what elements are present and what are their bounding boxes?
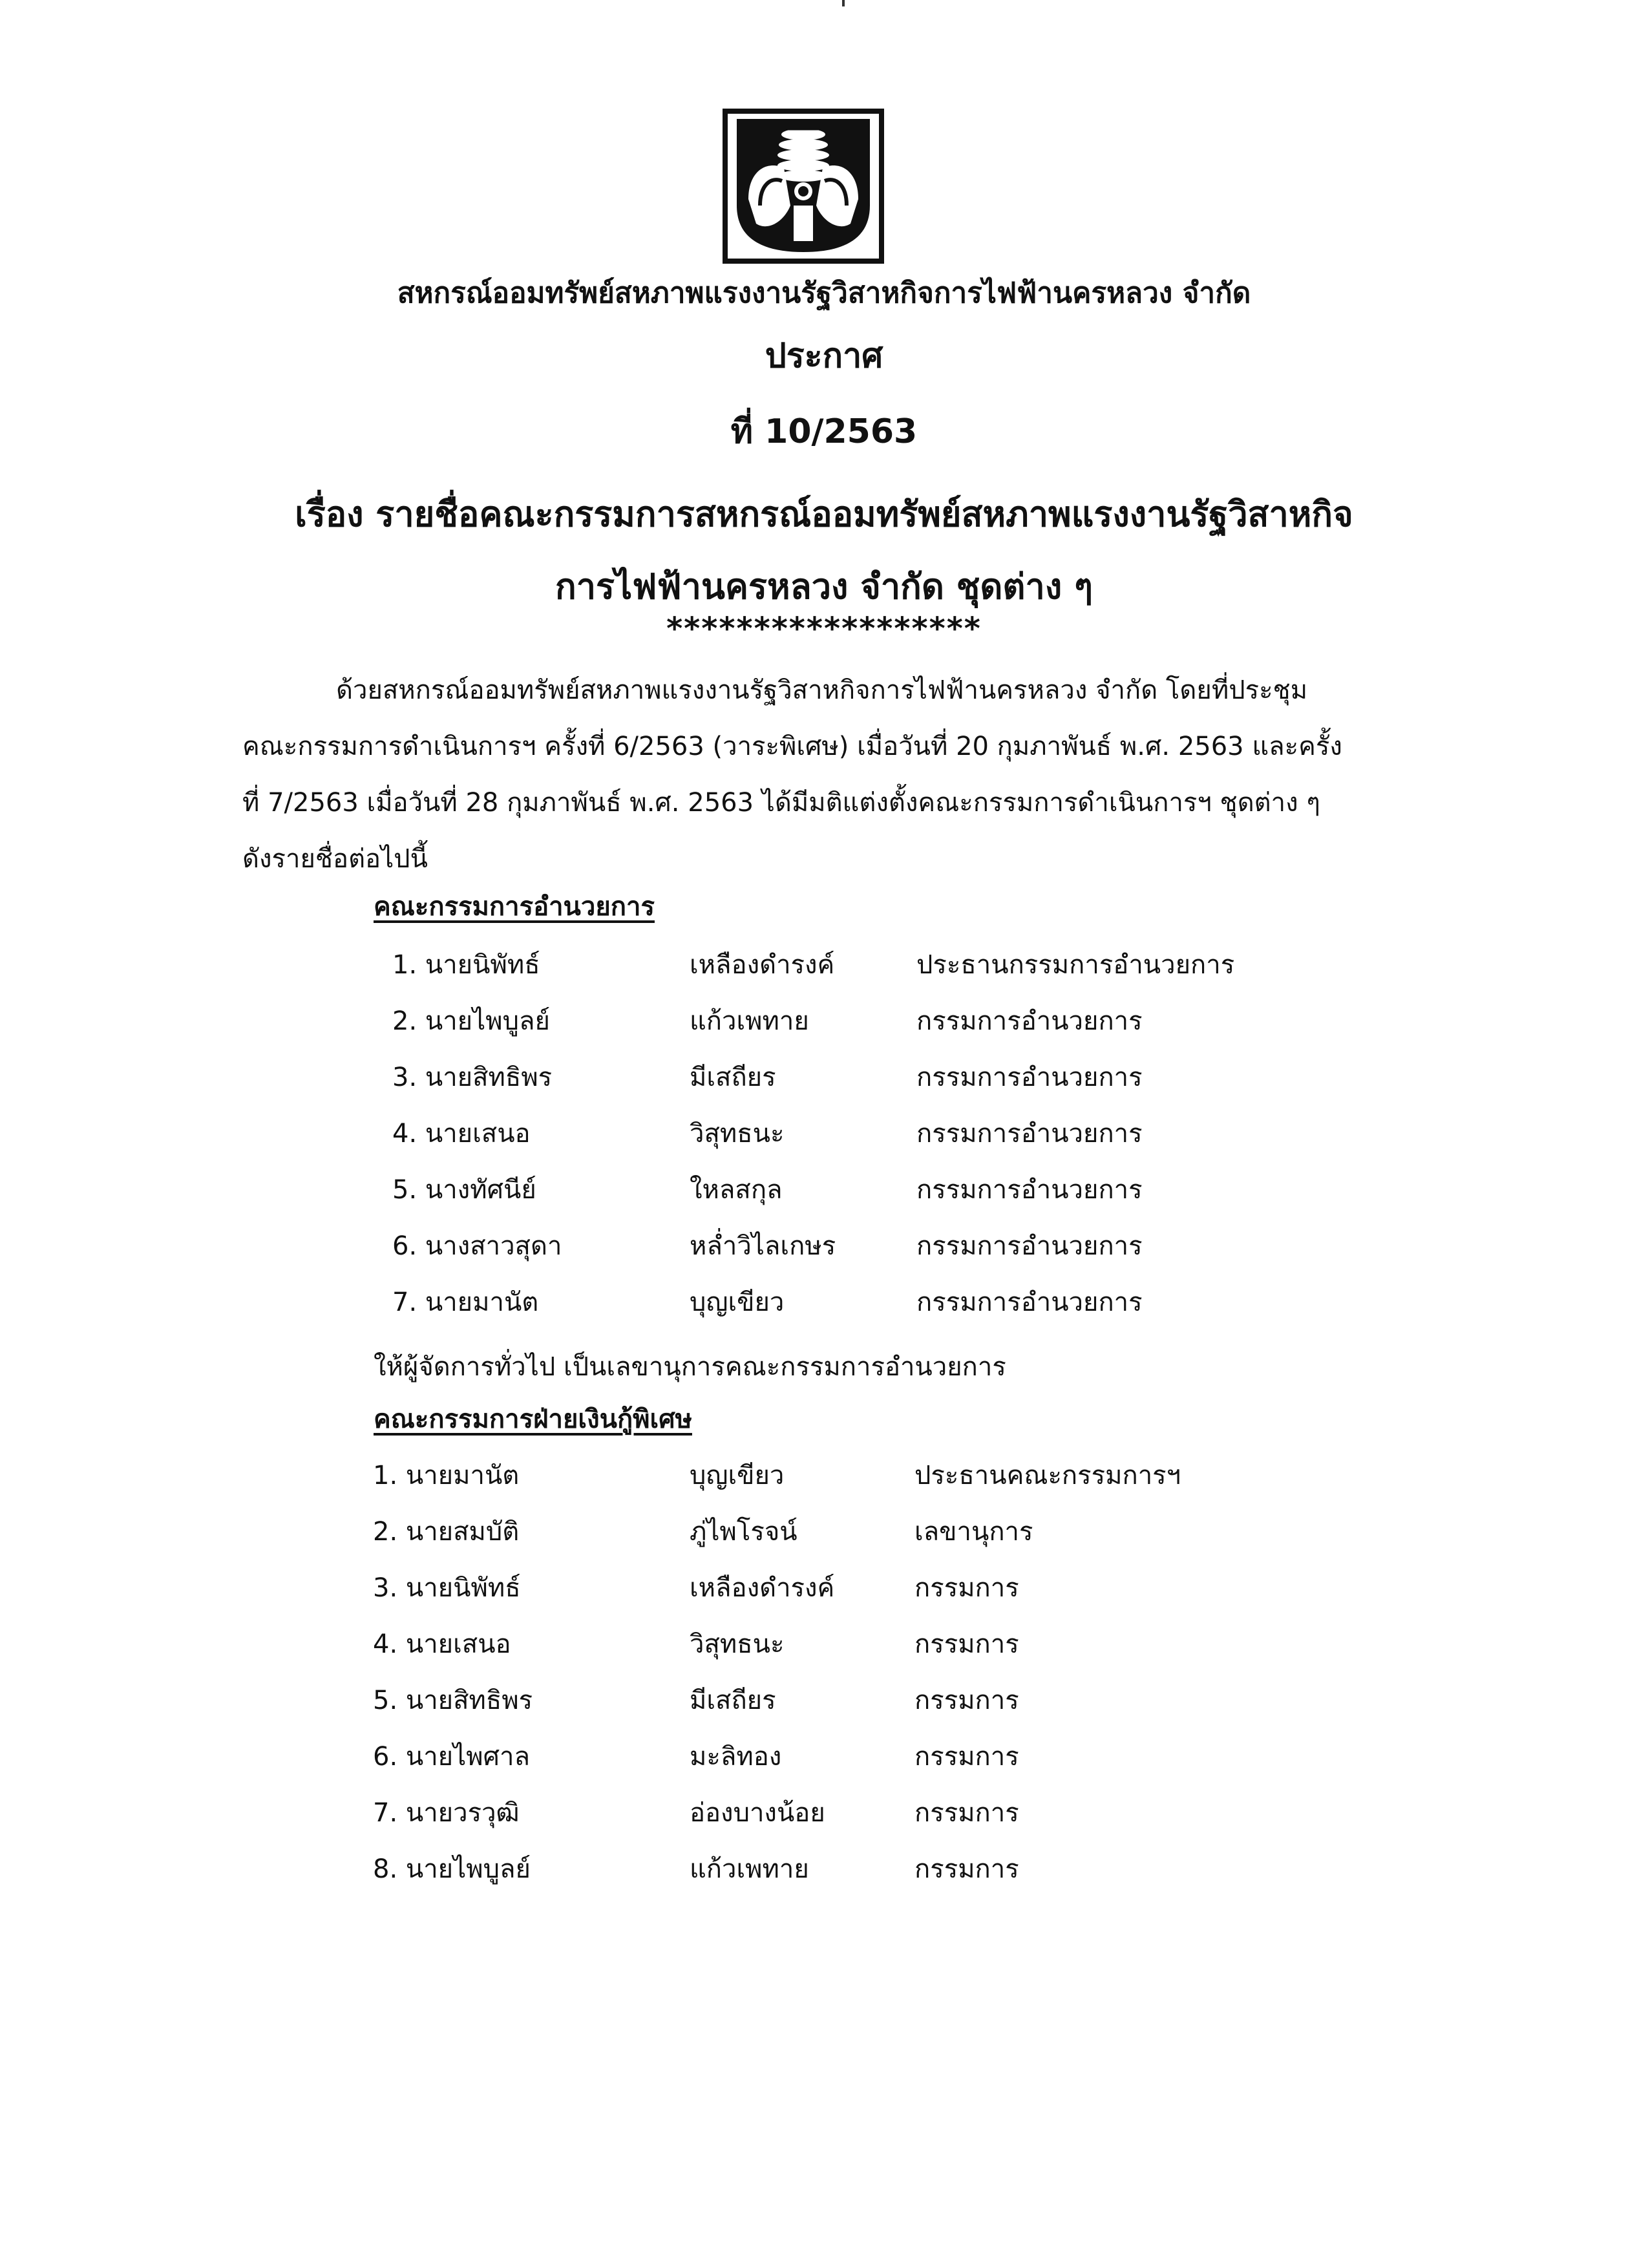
member-role: กรรมการอำนวยการ	[916, 1231, 1143, 1261]
member-surname: ภู่ไพโรจน์	[690, 1517, 798, 1547]
announcement-number: ที่ 10/2563	[730, 412, 918, 451]
member-surname: แก้วเพทาย	[690, 1006, 809, 1036]
subject-heading	[0, 478, 1648, 623]
member-surname: เหลืองดำรงค์	[690, 950, 835, 980]
member-name: 3. นายนิพัทธ์	[373, 1573, 521, 1603]
organization-name: สหกรณ์ออมทรัพย์สหภาพแรงงานรัฐวิสาหกิจการไฟฟ้านครหลวง จำกัด	[397, 277, 1251, 310]
member-surname: เหลืองดำรงค์	[690, 1573, 835, 1603]
scan-mark	[842, 0, 845, 6]
subject-line-1: เรื่อง รายชื่อคณะกรรมการสหกรณ์ออมทรัพย์สหภาพแรงงานรัฐวิสาหกิจ	[295, 494, 1353, 535]
intro-line-3: ที่ 7/2563 เมื่อวันที่ 28 กุมภาพันธ์ พ.ศ. 2563 ได้มีมติแต่งตั้งคณะกรรมการดำเนินการฯ ชุดต่าง ๆ	[242, 788, 1320, 818]
member-surname: แก้วเพทาย	[690, 1854, 809, 1884]
member-role: กรรมการ	[914, 1686, 1019, 1715]
member-surname: หล่ำวิไลเกษร	[690, 1231, 836, 1261]
member-name: 5. นางทัศนีย์	[392, 1175, 536, 1205]
member-role: ประธานกรรมการอำนวยการ	[916, 950, 1235, 980]
member-role: กรรมการ	[914, 1798, 1019, 1828]
member-name: 3. นายสิทธิพร	[392, 1063, 553, 1092]
member-name: 5. นายสิทธิพร	[373, 1686, 533, 1715]
member-role: ประธานคณะกรรมการฯ	[914, 1461, 1181, 1490]
member-surname: ใหลสกุล	[690, 1175, 783, 1205]
member-role: กรรมการ	[914, 1742, 1019, 1772]
announcement-heading: ประกาศ	[765, 337, 883, 376]
member-surname: มีเสถียร	[690, 1686, 776, 1715]
member-name: 8. นายไพบูลย์	[373, 1854, 531, 1884]
member-surname: บุญเขียว	[690, 1288, 785, 1317]
member-name: 1. นายมานัต	[373, 1461, 520, 1490]
member-name: 6. นายไพศาล	[373, 1742, 530, 1772]
member-role: กรรมการอำนวยการ	[916, 1175, 1143, 1205]
subject-line-2: การไฟฟ้านครหลวง จำกัด ชุดต่าง ๆ	[555, 566, 1093, 607]
member-role: กรรมการ	[914, 1573, 1019, 1603]
member-surname: วิสุทธนะ	[690, 1629, 785, 1659]
member-role: เลขานุการ	[914, 1517, 1033, 1547]
intro-paragraph	[242, 662, 1360, 887]
member-name: 2. นายสมบัติ	[373, 1517, 520, 1547]
intro-line-4: ดังรายชื่อต่อไปนี้	[242, 844, 428, 874]
separator: ******************	[666, 611, 982, 647]
member-surname: มีเสถียร	[690, 1063, 776, 1092]
member-name: 7. นายมานัต	[392, 1288, 539, 1317]
intro-line-2: คณะกรรมการดำเนินการฯ ครั้งที่ 6/2563 (วาระพิเศษ) เมื่อวันที่ 20 กุมภาพันธ์ พ.ศ. 2563 และครั้ง	[242, 732, 1342, 761]
member-surname: อ่องบางน้อย	[690, 1798, 825, 1828]
intro-line-1: ด้วยสหกรณ์ออมทรัพย์สหภาพแรงงานรัฐวิสาหกิจการไฟฟ้านครหลวง จำกัด โดยที่ประชุม	[336, 675, 1308, 705]
member-surname: วิสุทธนะ	[690, 1119, 785, 1149]
member-name: 4. นายเสนอ	[373, 1629, 511, 1659]
cooperative-logo	[723, 109, 884, 264]
member-role: กรรมการ	[914, 1854, 1019, 1884]
section-title-management: คณะกรรมการอำนวยการ	[374, 892, 655, 922]
member-name: 7. นายวรวุฒิ	[373, 1798, 520, 1828]
member-role: กรรมการอำนวยการ	[916, 1119, 1143, 1149]
member-name: 4. นายเสนอ	[392, 1119, 531, 1149]
member-role: กรรมการ	[914, 1629, 1019, 1659]
member-role: กรรมการอำนวยการ	[916, 1006, 1143, 1036]
member-surname: มะลิทอง	[690, 1742, 782, 1772]
section-title-special-loan: คณะกรรมการฝ่ายเงินกู้พิเศษ	[374, 1404, 692, 1434]
member-role: กรรมการอำนวยการ	[916, 1288, 1143, 1317]
member-name: 1. นายนิพัทธ์	[392, 950, 540, 980]
member-role: กรรมการอำนวยการ	[916, 1063, 1143, 1092]
member-name: 6. นางสาวสุดา	[392, 1231, 562, 1261]
member-surname: บุญเขียว	[690, 1461, 785, 1490]
member-name: 2. นายไพบูลย์	[392, 1006, 550, 1036]
secretary-note: ให้ผู้จัดการทั่วไป เป็นเลขานุการคณะกรรมการอำนวยการ	[374, 1352, 1006, 1382]
